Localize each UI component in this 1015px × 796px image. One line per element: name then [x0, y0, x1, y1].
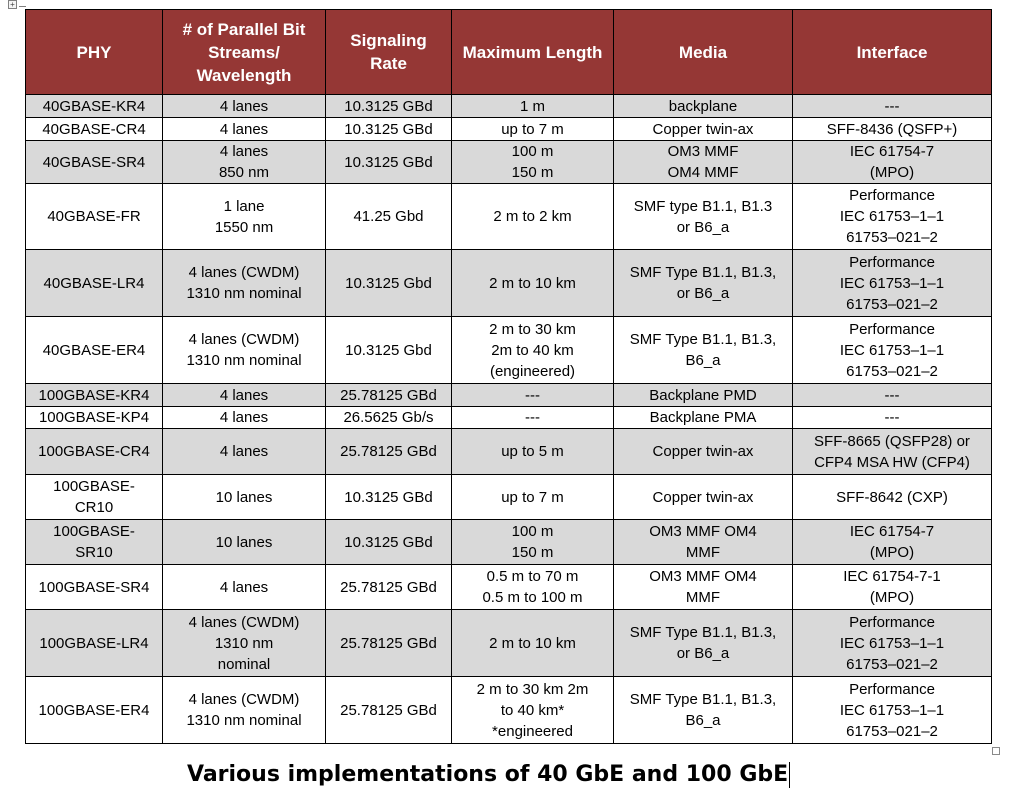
cell-parallel-streams: 4 lanes — [163, 118, 326, 141]
cell-media: OM3 MMF OM4 MMF — [614, 565, 793, 610]
cell-maximum-length: 100 m 150 m — [452, 520, 614, 565]
cell-phy: 40GBASE-FR — [26, 184, 163, 250]
cell-interface: IEC 61754-7-1 (MPO) — [793, 565, 992, 610]
table-row — [26, 407, 992, 429]
table-move-handle-icon[interactable]: + — [8, 0, 17, 9]
table-row — [26, 384, 992, 407]
cell-interface: Performance IEC 61753–1–1 61753–021–2 — [793, 317, 992, 384]
cell-signaling-rate: 10.3125 GBd — [326, 141, 452, 184]
cell-interface: --- — [793, 384, 992, 407]
cell-signaling-rate: 10.3125 Gbd — [326, 317, 452, 384]
cell-maximum-length: 2 m to 30 km 2m to 40 km* *engineered — [452, 677, 614, 744]
cell-signaling-rate: 10.3125 GBd — [326, 520, 452, 565]
cell-media: Copper twin-ax — [614, 118, 793, 141]
cell-maximum-length: up to 7 m — [452, 118, 614, 141]
table-body — [26, 95, 992, 744]
cell-media: Backplane PMD — [614, 384, 793, 407]
cell-media: OM3 MMF OM4 MMF — [614, 141, 793, 184]
cell-phy: 40GBASE-SR4 — [26, 141, 163, 184]
cell-signaling-rate: 10.3125 GBd — [326, 95, 452, 118]
caption-text: Various implementations of 40 GbE and 100 GbE — [187, 762, 789, 787]
table-select-marker — [19, 0, 26, 7]
table-row — [26, 141, 992, 184]
ethernet-phy-table — [25, 9, 992, 744]
cell-media: Backplane PMA — [614, 407, 793, 429]
cell-media: Copper twin-ax — [614, 475, 793, 520]
cell-phy: 100GBASE-ER4 — [26, 677, 163, 744]
cell-maximum-length: 0.5 m to 70 m 0.5 m to 100 m — [452, 565, 614, 610]
table-header-row — [26, 10, 992, 95]
table-row — [26, 317, 992, 384]
cell-signaling-rate: 25.78125 GBd — [326, 677, 452, 744]
table-row — [26, 520, 992, 565]
cell-phy: 100GBASE-LR4 — [26, 610, 163, 677]
cell-maximum-length: --- — [452, 407, 614, 429]
cell-interface: SFF-8665 (QSFP28) or CFP4 MSA HW (CFP4) — [793, 429, 992, 475]
cell-maximum-length: up to 7 m — [452, 475, 614, 520]
cell-phy: 40GBASE-CR4 — [26, 118, 163, 141]
cell-parallel-streams: 4 lanes — [163, 407, 326, 429]
cell-maximum-length: up to 5 m — [452, 429, 614, 475]
cell-media: OM3 MMF OM4 MMF — [614, 520, 793, 565]
cell-media: SMF Type B1.1, B1.3, or B6_a — [614, 610, 793, 677]
cell-parallel-streams: 1 lane 1550 nm — [163, 184, 326, 250]
cell-signaling-rate: 25.78125 GBd — [326, 565, 452, 610]
cell-phy: 100GBASE-KR4 — [26, 384, 163, 407]
cell-signaling-rate: 26.5625 Gb/s — [326, 407, 452, 429]
cell-maximum-length: 1 m — [452, 95, 614, 118]
cell-media: SMF Type B1.1, B1.3, B6_a — [614, 317, 793, 384]
table-row — [26, 565, 992, 610]
cell-signaling-rate: 41.25 Gbd — [326, 184, 452, 250]
cell-maximum-length: 2 m to 10 km — [452, 610, 614, 677]
cell-parallel-streams: 10 lanes — [163, 520, 326, 565]
table-resize-handle-icon[interactable] — [992, 747, 1000, 755]
cell-interface: IEC 61754-7 (MPO) — [793, 520, 992, 565]
cell-interface: IEC 61754-7 (MPO) — [793, 141, 992, 184]
cell-parallel-streams: 4 lanes — [163, 95, 326, 118]
table-row — [26, 250, 992, 317]
cell-interface: --- — [793, 407, 992, 429]
table-row — [26, 429, 992, 475]
cell-maximum-length: --- — [452, 384, 614, 407]
table-row — [26, 610, 992, 677]
cell-parallel-streams: 4 lanes (CWDM) 1310 nm nominal — [163, 610, 326, 677]
table-row — [26, 677, 992, 744]
cell-interface: Performance IEC 61753–1–1 61753–021–2 — [793, 250, 992, 317]
header-signaling-rate: Signaling Rate — [326, 10, 452, 95]
cell-interface: Performance IEC 61753–1–1 61753–021–2 — [793, 184, 992, 250]
table-row — [26, 118, 992, 141]
cell-parallel-streams: 4 lanes — [163, 429, 326, 475]
cell-signaling-rate: 10.3125 Gbd — [326, 250, 452, 317]
cell-media: SMF Type B1.1, B1.3, B6_a — [614, 677, 793, 744]
table-row — [26, 95, 992, 118]
cell-media: SMF type B1.1, B1.3 or B6_a — [614, 184, 793, 250]
text-cursor — [789, 762, 790, 788]
header-maximum-length: Maximum Length — [452, 10, 614, 95]
cell-interface: Performance IEC 61753–1–1 61753–021–2 — [793, 610, 992, 677]
cell-phy: 40GBASE-ER4 — [26, 317, 163, 384]
cell-parallel-streams: 4 lanes 850 nm — [163, 141, 326, 184]
header-phy: PHY — [26, 10, 163, 95]
cell-signaling-rate: 10.3125 GBd — [326, 118, 452, 141]
cell-maximum-length: 100 m 150 m — [452, 141, 614, 184]
cell-phy: 100GBASE-KP4 — [26, 407, 163, 429]
cell-signaling-rate: 25.78125 GBd — [326, 384, 452, 407]
header-parallel-streams: # of Parallel Bit Streams/ Wavelength — [163, 10, 326, 95]
cell-maximum-length: 2 m to 2 km — [452, 184, 614, 250]
header-interface: Interface — [793, 10, 992, 95]
table-row — [26, 184, 992, 250]
table-row — [26, 475, 992, 520]
cell-parallel-streams: 10 lanes — [163, 475, 326, 520]
cell-media: SMF Type B1.1, B1.3, or B6_a — [614, 250, 793, 317]
cell-phy: 40GBASE-LR4 — [26, 250, 163, 317]
cell-parallel-streams: 4 lanes (CWDM) 1310 nm nominal — [163, 677, 326, 744]
cell-parallel-streams: 4 lanes (CWDM) 1310 nm nominal — [163, 250, 326, 317]
table-caption — [187, 758, 790, 792]
cell-interface: --- — [793, 95, 992, 118]
cell-interface: SFF-8642 (CXP) — [793, 475, 992, 520]
cell-signaling-rate: 25.78125 GBd — [326, 429, 452, 475]
cell-signaling-rate: 10.3125 GBd — [326, 475, 452, 520]
cell-interface: SFF-8436 (QSFP+) — [793, 118, 992, 141]
cell-phy: 40GBASE-KR4 — [26, 95, 163, 118]
header-media: Media — [614, 10, 793, 95]
cell-phy: 100GBASE- CR10 — [26, 475, 163, 520]
cell-signaling-rate: 25.78125 GBd — [326, 610, 452, 677]
cell-phy: 100GBASE-SR4 — [26, 565, 163, 610]
cell-parallel-streams: 4 lanes (CWDM) 1310 nm nominal — [163, 317, 326, 384]
cell-parallel-streams: 4 lanes — [163, 384, 326, 407]
cell-phy: 100GBASE- SR10 — [26, 520, 163, 565]
cell-phy: 100GBASE-CR4 — [26, 429, 163, 475]
cell-maximum-length: 2 m to 30 km 2m to 40 km (engineered) — [452, 317, 614, 384]
cell-parallel-streams: 4 lanes — [163, 565, 326, 610]
cell-interface: Performance IEC 61753–1–1 61753–021–2 — [793, 677, 992, 744]
cell-media: Copper twin-ax — [614, 429, 793, 475]
cell-media: backplane — [614, 95, 793, 118]
cell-maximum-length: 2 m to 10 km — [452, 250, 614, 317]
